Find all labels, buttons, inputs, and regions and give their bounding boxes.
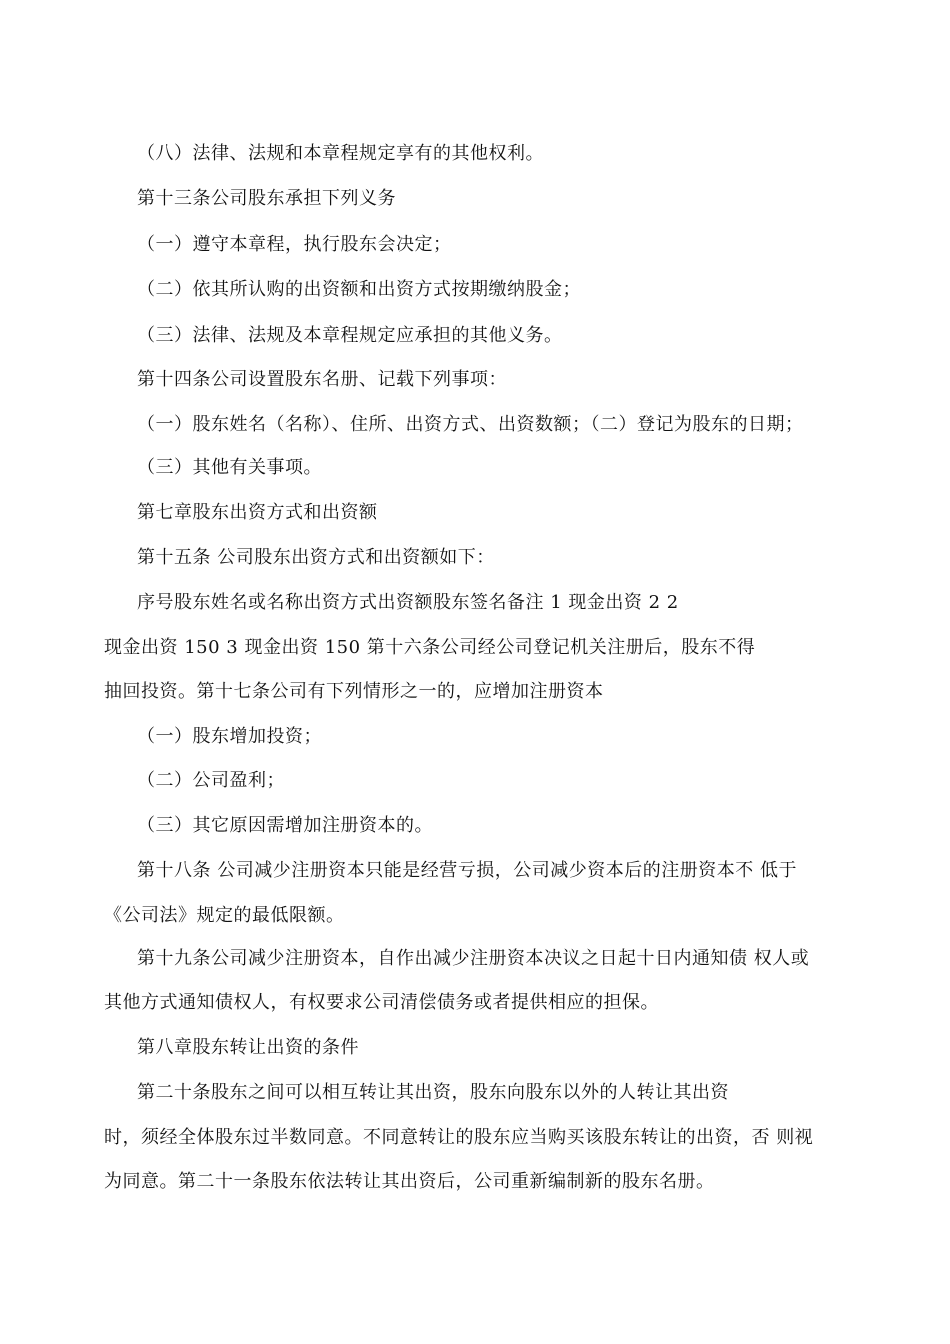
text-line: （一）遵守本章程，执行股东会决定； [137, 234, 452, 255]
text-line: （一）股东增加投资； [137, 726, 322, 747]
text-line: 时，须经全体股东过半数同意。不同意转让的股东应当购买该股东转让的出资，否 则视 [104, 1127, 814, 1148]
text-line: 抽回投资。第十七条公司有下列情形之一的，应增加注册资本 [104, 681, 604, 702]
text-line: 第十四条公司设置股东名册、记载下列事项： [137, 369, 507, 390]
text-line: （二）公司盈利； [137, 770, 285, 791]
text-line: 第十五条 公司股东出资方式和出资额如下： [137, 547, 495, 568]
text-line: （二）依其所认购的出资额和出资方式按期缴纳股金； [137, 279, 581, 300]
chapter-heading: 第八章股东转让出资的条件 [137, 1037, 359, 1058]
text-line: 为同意。第二十一条股东依法转让其出资后，公司重新编制新的股东名册。 [104, 1171, 715, 1192]
text-line: 现金出资 150 3 现金出资 150 第十六条公司经公司登记机关注册后，股东不得 [104, 637, 756, 658]
text-line: 第二十条股东之间可以相互转让其出资，股东向股东以外的人转让其出资 [137, 1082, 729, 1103]
text-line: （三）法律、法规及本章程规定应承担的其他义务。 [137, 325, 563, 346]
text-line: （一）股东姓名（名称）、住所、出资方式、出资数额；（二）登记为股东的日期； [137, 414, 804, 435]
text-line: （三）其他有关事项。 [137, 457, 322, 478]
text-line: 第十九条公司减少注册资本，自作出减少注册资本决议之日起十日内通知债 权人或 [137, 948, 810, 969]
text-line: 第十三条公司股东承担下列义务 [137, 188, 396, 209]
chapter-heading: 第七章股东出资方式和出资额 [137, 502, 378, 523]
text-line: （三）其它原因需增加注册资本的。 [137, 815, 433, 836]
text-line: 其他方式通知债权人，有权要求公司清偿债务或者提供相应的担保。 [104, 992, 659, 1013]
text-line: 《公司法》规定的最低限额。 [104, 905, 345, 926]
text-line: （八）法律、法规和本章程规定享有的其他权利。 [137, 143, 544, 164]
text-line: 序号股东姓名或名称出资方式出资额股东签名备注 1 现金出资 2 2 [137, 592, 679, 613]
text-line: 第十八条 公司减少注册资本只能是经营亏损，公司减少资本后的注册资本不 低于 [137, 860, 797, 881]
